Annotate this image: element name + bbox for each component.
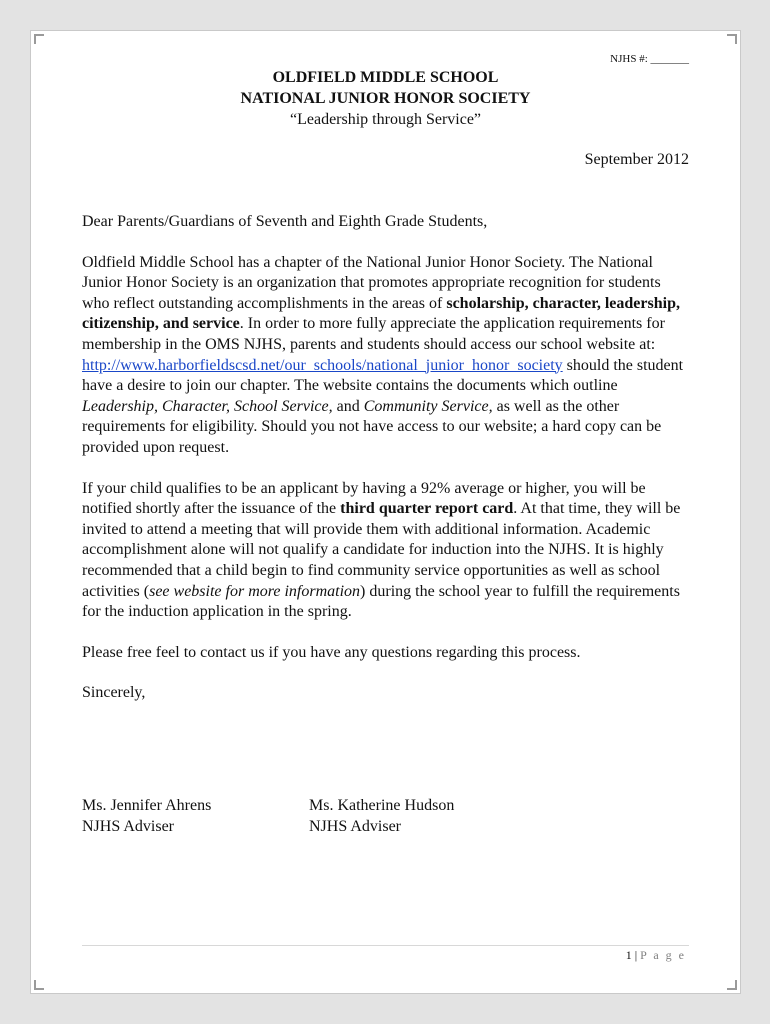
society-name: NATIONAL JUNIOR HONOR SOCIETY (240, 90, 531, 107)
closing: Sincerely, (82, 684, 146, 702)
paragraph-2: If your child qualifies to be an applicant by having a 92% average or higher, you will be notified shortly after the issuance of the third quarter report card. At that time, they will be invited to attend a meeting that will provide them with additional information. Academic accomplishment alone will not qualify a candidate for induction into the NJHS. It is highly recommended that a child begin to find community service opportunities as well as school activities (see website for more information) during the school year to fulfill the requirements for the induction application in the spring. (82, 479, 681, 621)
page-corner-mark (727, 980, 737, 990)
paragraph-3: Please free feel to contact us if you have any questions regarding this process. (82, 643, 581, 661)
signature-role: NJHS Adviser (309, 818, 402, 835)
njhs-number: NJHS #: _______ (610, 53, 689, 65)
page-corner-mark (34, 34, 44, 44)
letter-date: September 2012 (584, 151, 689, 168)
document-page (30, 30, 741, 994)
signature-name: Ms. Jennifer Ahrens (82, 797, 212, 814)
page-separator: | (634, 948, 638, 962)
page-number: 1 (625, 948, 632, 962)
signature-name: Ms. Katherine Hudson (309, 797, 455, 814)
signature-role: NJHS Adviser (82, 818, 175, 835)
signature-block (82, 795, 211, 837)
paragraph-1: Oldfield Middle School has a chapter of the National Junior Honor Society. The National Junior Honor Society is an organization that promotes appropriate recognition for students who reflect outstanding accomplishments in the areas of scholarship, character, leadership, citizenship, and service. In order to more fully appreciate the application requirements for membership in the OMS NJHS, parents and students should access our school website at: http://www.harborfieldscsd.net/our_schools/national_junior_honor_society should the student have a desire to join our chapter. The website contains the documents which outline Leadership, Character, School Service, and Community Service, as well as the other requirements for eligibility. Should you not have access to our website; a hard copy can be provided upon request. (82, 253, 684, 456)
footer-divider (82, 945, 689, 946)
page-corner-mark (727, 34, 737, 44)
signature-block (309, 795, 454, 837)
salutation: Dear Parents/Guardians of Seventh and Eighth Grade Students, (82, 213, 488, 230)
page-label: P a g e (640, 948, 686, 962)
letter-body (82, 212, 691, 704)
page-corner-mark (34, 980, 44, 990)
school-name: OLDFIELD MIDDLE SCHOOL (272, 69, 499, 86)
njhs-website-link[interactable]: http://www.harborfieldscsd.net/our_schools/national_junior_honor_society (82, 356, 563, 374)
page-footer (31, 948, 686, 963)
motto: “Leadership through Service” (289, 111, 482, 128)
